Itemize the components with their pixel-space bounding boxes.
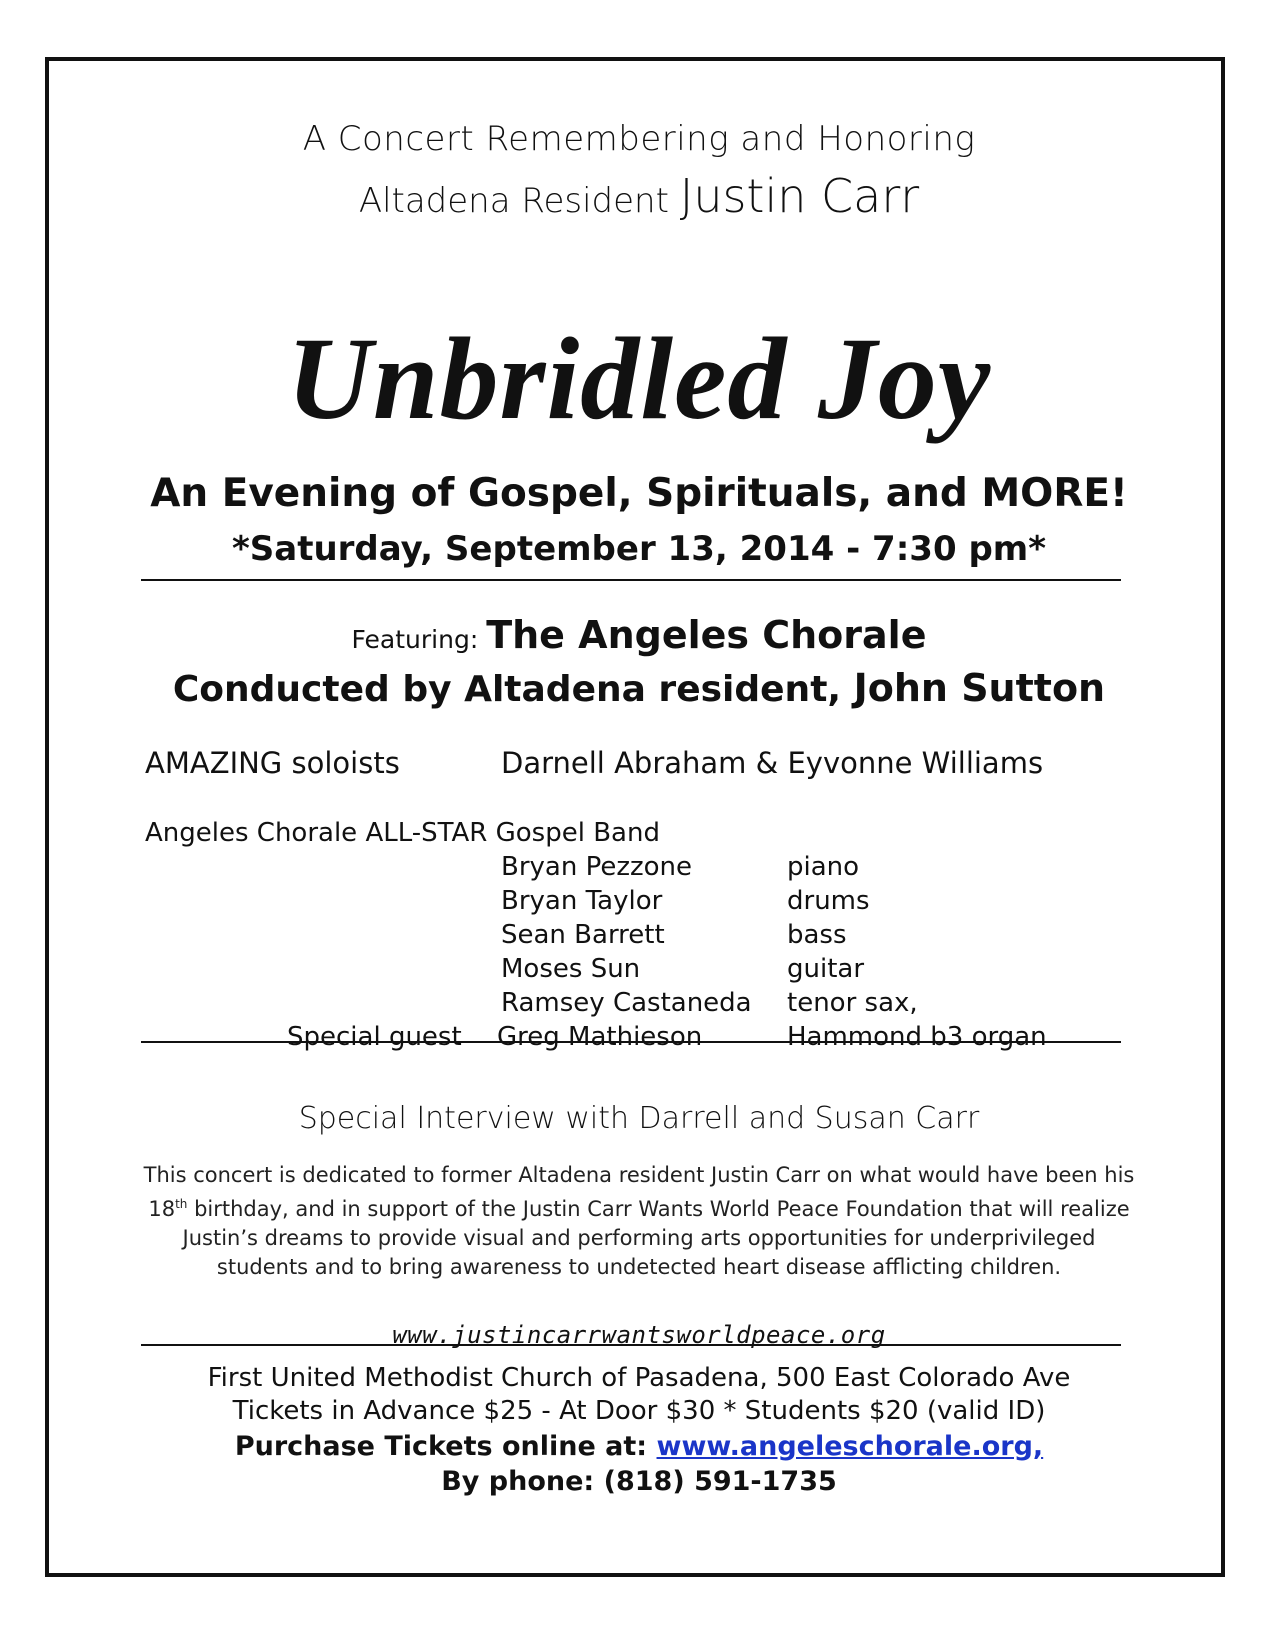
special-interview: Special Interview with Darrell and Susan Carr <box>298 1101 980 1136</box>
event-subtitle: An Evening of Gospel, Spirituals, and MORE! <box>150 471 1128 516</box>
band-member-instrument: guitar <box>787 954 865 984</box>
conductor-name: John Sutton <box>853 666 1106 710</box>
flyer-frame <box>45 57 1225 1577</box>
divider-top <box>141 579 1121 581</box>
header-line-1: A Concert Remembering and Honoring <box>302 119 976 159</box>
purchase-line <box>49 1431 1229 1462</box>
soloists-label: AMAZING soloists <box>145 746 400 780</box>
header-prefix: Altadena Resident <box>358 181 680 221</box>
choir-name: The Angeles Chorale <box>486 613 927 657</box>
conductor-line <box>49 666 1229 710</box>
conducted-prefix: Conducted by Altadena resident, <box>172 669 854 710</box>
soloists-names: Darnell Abraham & Eyvonne Williams <box>501 746 1044 780</box>
phone-line: By phone: (818) 591-1735 <box>441 1466 837 1497</box>
band-member-instrument: tenor sax, <box>787 988 918 1018</box>
ticket-prices: Tickets in Advance $25 - At Door $30 * Students $20 (valid ID) <box>232 1396 1046 1426</box>
ticket-purchase-link[interactable]: www.angeleschorale.org, <box>656 1431 1044 1462</box>
band-member-instrument: bass <box>787 920 847 950</box>
header-line-2 <box>49 169 1229 223</box>
special-guest-instrument: Hammond b3 organ <box>787 1022 1047 1052</box>
band-title: Angeles Chorale ALL-STAR Gospel Band <box>145 818 660 848</box>
venue-address: First United Methodist Church of Pasadena, 500 East Colorado Ave <box>207 1363 1071 1393</box>
band-member-name: Bryan Taylor <box>501 886 663 916</box>
honoree-name: Justin Carr <box>679 169 920 223</box>
band-member-name: Moses Sun <box>501 954 641 984</box>
band-member-instrument: drums <box>787 886 870 916</box>
band-member-instrument: piano <box>787 852 860 882</box>
featuring-line <box>49 613 1229 657</box>
divider-middle <box>141 1041 1121 1043</box>
divider-bottom <box>141 1344 1121 1346</box>
band-member-name: Bryan Pezzone <box>501 852 693 882</box>
band-member-name: Sean Barrett <box>501 920 665 950</box>
event-date: *Saturday, September 13, 2014 - 7:30 pm* <box>231 529 1046 569</box>
dedication-paragraph <box>139 1161 1139 1282</box>
special-guest-label: Special guest <box>287 1022 462 1052</box>
band-member-name: Ramsey Castaneda <box>501 988 752 1018</box>
dedication-text-1: This concert is dedicated to former Altadena resident Justin Carr on what would have been his 18 <box>143 1163 1135 1221</box>
dedication-superscript: th <box>175 1197 188 1211</box>
event-title: Unbridled Joy <box>286 313 992 444</box>
special-guest-name: Greg Mathieson <box>497 1022 703 1052</box>
featuring-label: Featuring: <box>351 625 487 654</box>
foundation-website: www.justincarrwantsworldpeace.org <box>392 1321 886 1349</box>
purchase-label: Purchase Tickets online at: <box>234 1431 657 1462</box>
dedication-text-2: birthday, and in support of the Justin Carr Wants World Peace Foundation that will realize Justin’s dreams to provide visual and performing arts opportunities for underprivileged students and to bring awareness to undetected heart disease afflicting children. <box>182 1197 1130 1279</box>
